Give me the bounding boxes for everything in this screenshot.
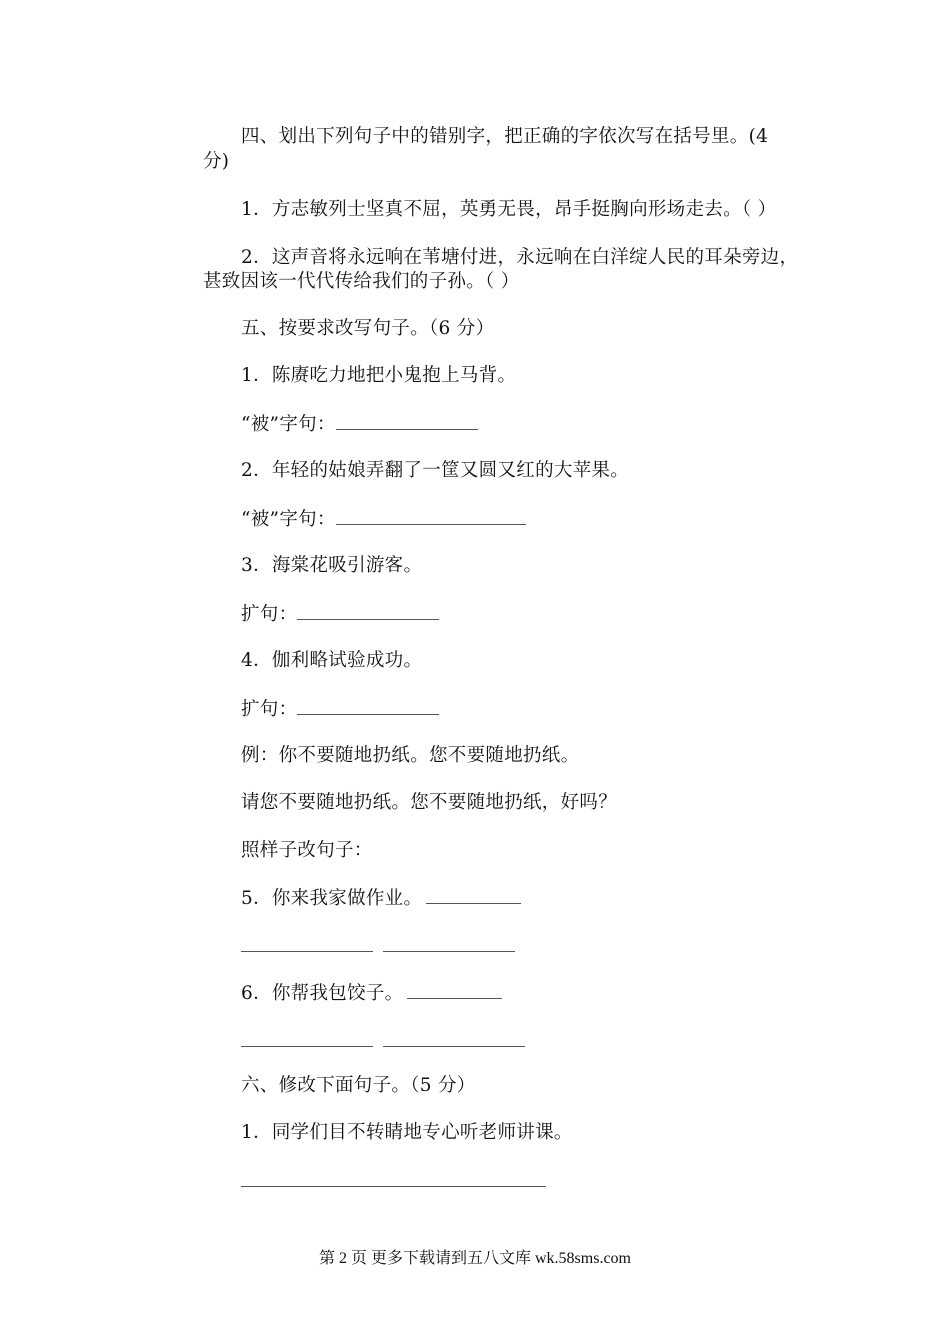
section-five-q4-answer [241, 698, 439, 721]
answer-blank[interactable] [241, 1170, 546, 1187]
answer-blank[interactable] [336, 508, 526, 525]
answer-blank[interactable] [383, 1030, 525, 1047]
section-four-q2-cont: 甚致因该一代代传给我们的子孙。（ ） [203, 271, 520, 292]
section-five-q5 [241, 887, 521, 910]
answer-blank[interactable] [241, 935, 373, 952]
section-five-q3-answer [241, 603, 439, 626]
answer-prompt: “被”字句： [241, 509, 336, 530]
answer-blank[interactable] [407, 982, 502, 999]
section-five-instruction: 照样子改句子： [241, 840, 373, 861]
section-four-q1: 1．方志敏列士坚真不屈，英勇无畏，昂手挺胸向形场走去。（ ） [241, 199, 777, 220]
answer-prompt: 扩句： [241, 604, 298, 625]
question-text: 6．你帮我包饺子。 [241, 983, 404, 1004]
section-five-q5-answer [241, 935, 515, 958]
answer-blank[interactable] [426, 887, 521, 904]
answer-prompt: 扩句： [241, 699, 298, 720]
section-five-q1-answer [241, 413, 478, 436]
answer-blank[interactable] [297, 603, 439, 620]
answer-blank[interactable] [241, 1030, 373, 1047]
answer-prompt: “被”字句： [241, 414, 336, 435]
section-five-example: 例：你不要随地扔纸。您不要随地扔纸。 [241, 745, 580, 766]
section-five-q6-answer [241, 1030, 525, 1053]
page-footer: 第 2 页 更多下载请到五八文库 wk.58sms.com [318, 1250, 631, 1267]
section-five-q6 [241, 982, 502, 1005]
section-five-q2: 2．年轻的姑娘弄翻了一筐又圆又红的大苹果。 [241, 460, 630, 481]
section-four-q2: 2．这声音将永远响在苇塘付进，永远响在白洋绽人民的耳朵旁边， [241, 247, 799, 268]
question-text: 5．你来我家做作业。 [241, 888, 423, 909]
answer-blank[interactable] [297, 698, 439, 715]
section-five-example-cont: 请您不要随地扔纸。您不要随地扔纸，好吗？ [241, 792, 618, 813]
section-five-q2-answer [241, 508, 526, 531]
section-five-q1: 1．陈赓吃力地把小鬼抱上马背。 [241, 365, 517, 386]
section-five-heading: 五、按要求改写句子。（6 分） [241, 318, 495, 339]
section-four-heading: 四、划出下列句子中的错别字，把正确的字依次写在括号里。(4 [241, 126, 769, 147]
section-five-q3: 3．海棠花吸引游客。 [241, 555, 423, 576]
section-five-q4: 4．伽利略试验成功。 [241, 650, 423, 671]
section-six-heading: 六、修改下面句子。（5 分） [241, 1075, 476, 1096]
section-four-heading-cont: 分) [203, 151, 230, 172]
section-six-q1: 1．同学们目不转睛地专心听老师讲课。 [241, 1122, 573, 1143]
answer-blank[interactable] [383, 935, 515, 952]
section-six-q1-answer [241, 1170, 546, 1193]
answer-blank[interactable] [336, 413, 478, 430]
